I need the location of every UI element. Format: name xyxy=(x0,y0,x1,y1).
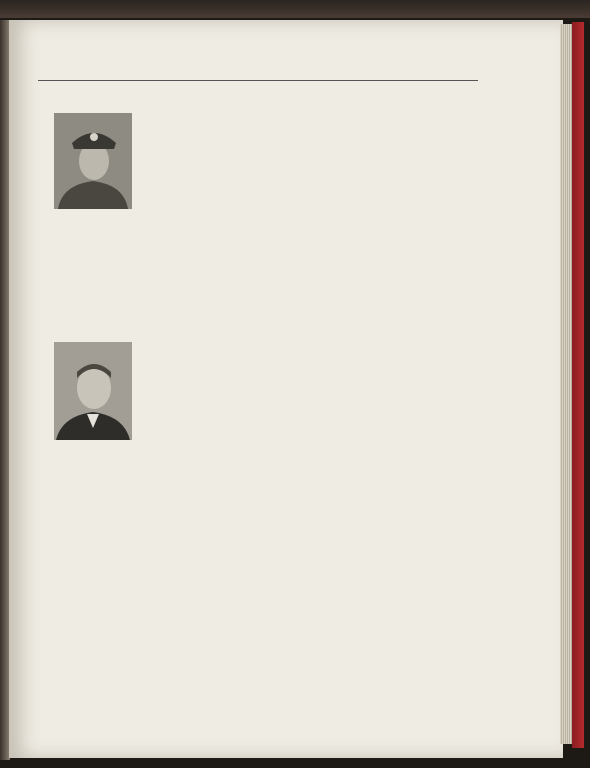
header-rule xyxy=(38,80,478,81)
red-book-cover xyxy=(572,22,584,748)
portrait-rossnes-icon xyxy=(54,342,132,440)
portrait-photo xyxy=(54,342,132,440)
portrait-photo xyxy=(54,113,132,209)
portrait-rosness-icon xyxy=(54,113,132,209)
book-top-edge xyxy=(0,0,590,18)
